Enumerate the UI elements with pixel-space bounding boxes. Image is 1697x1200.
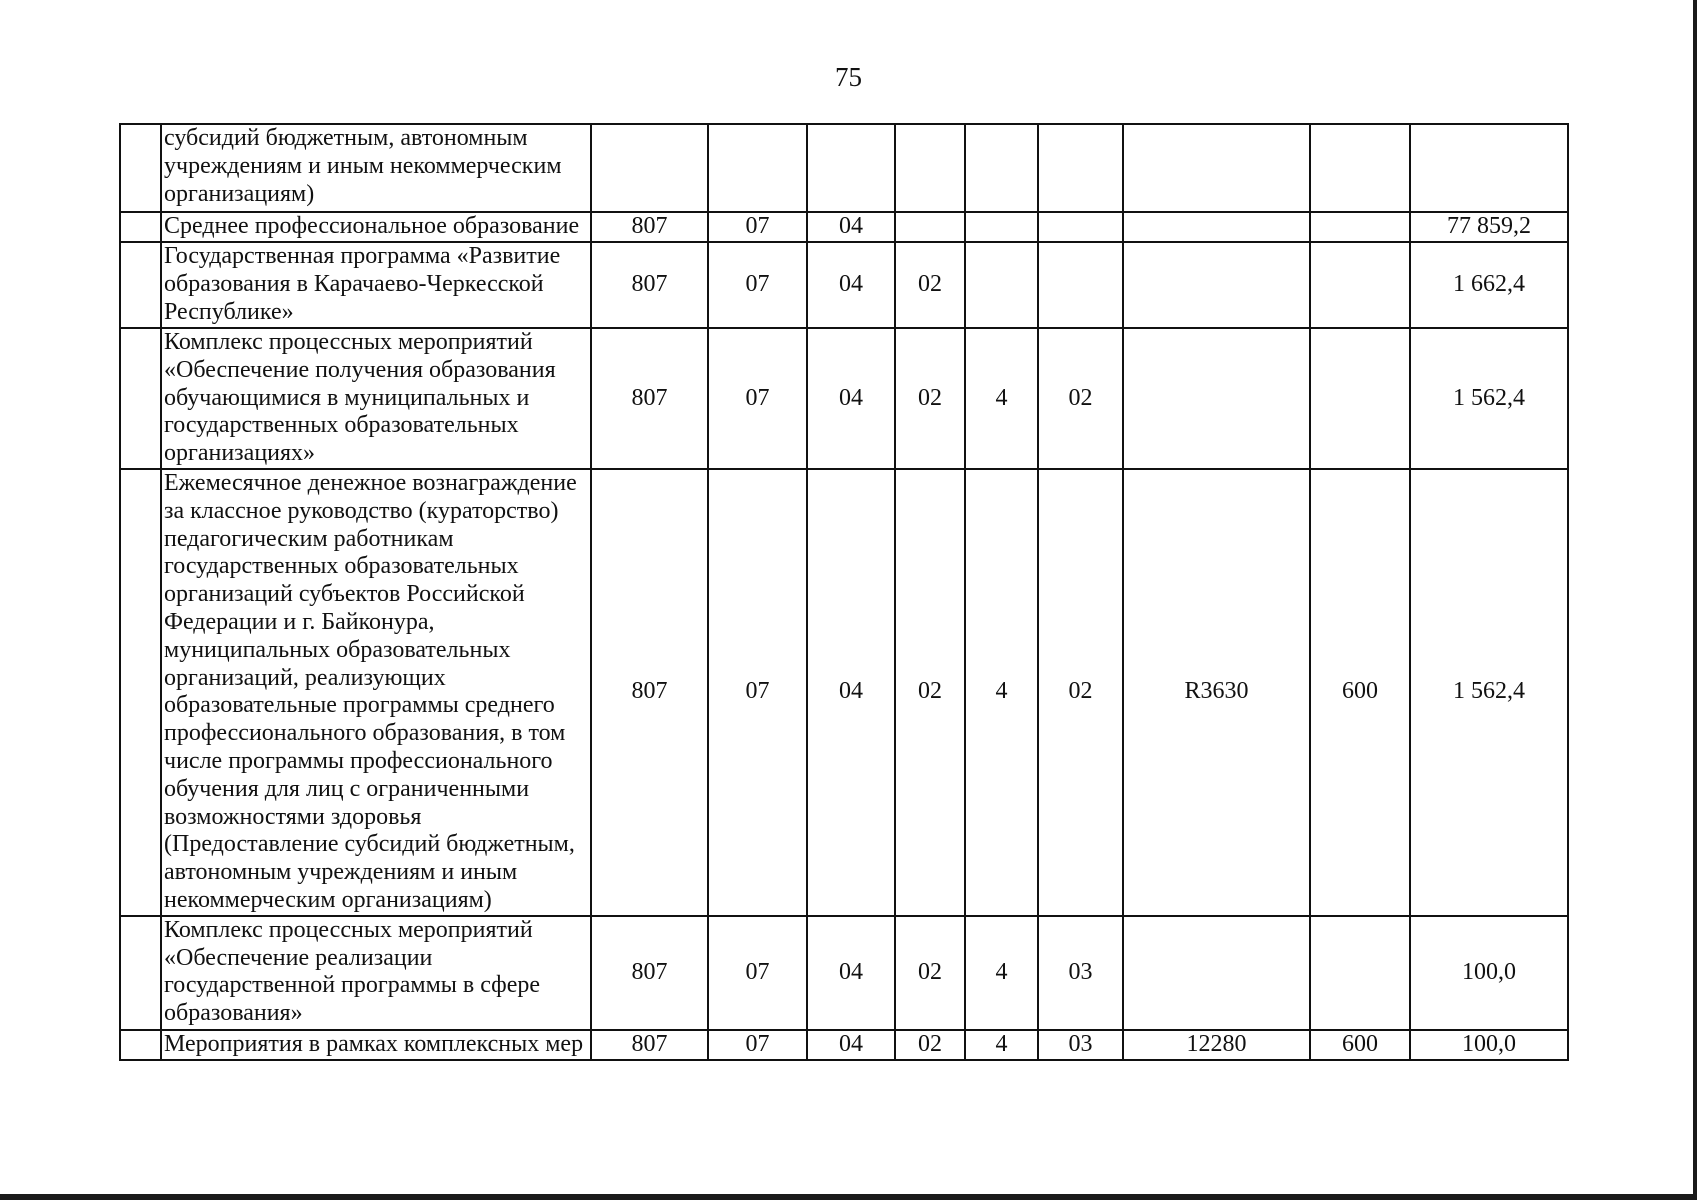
row-marker-cell	[120, 242, 161, 328]
table-row	[120, 1030, 1568, 1060]
table-row	[120, 124, 1568, 212]
row-marker-cell	[120, 916, 161, 1030]
row-marker-cell	[120, 124, 161, 212]
table-row	[120, 916, 1568, 1030]
cell-code-6: 03	[1038, 1030, 1123, 1060]
scan-bottom-edge	[0, 1194, 1697, 1200]
cell-code-1: 807	[591, 242, 708, 328]
cell-code-2: 07	[708, 242, 807, 328]
cell-code-5: 4	[965, 916, 1038, 1030]
table-row	[120, 242, 1568, 328]
cell-code-4	[895, 124, 965, 212]
cell-code-8	[1310, 212, 1410, 242]
cell-code-4: 02	[895, 469, 965, 916]
cell-code-1: 807	[591, 469, 708, 916]
table-row	[120, 328, 1568, 469]
cell-amount: 77 859,2	[1410, 212, 1568, 242]
row-name: Государственная программа «Развитие образования в Карачаево-Черкесской Республике»	[161, 242, 591, 328]
cell-code-3: 04	[807, 916, 895, 1030]
row-name: Ежемесячное денежное вознаграждение за классное руководство (кураторство) педагогическим работникам государственных образовательных организаций субъектов Российской Федерации и г. Байконура, муниципальных образовательных организаций, реализующих образовательные программы среднего профессионального образования, в том числе программы профессионального обучения для лиц с ограниченными возможностями здоровья (Предоставление субсидий бюджетным, автономным учреждениям и иным некоммерческим организациям)	[161, 469, 591, 916]
cell-code-7	[1123, 242, 1310, 328]
row-name: Мероприятия в рамках комплексных мер	[161, 1030, 591, 1060]
cell-code-7	[1123, 124, 1310, 212]
cell-code-3	[807, 124, 895, 212]
cell-code-8	[1310, 124, 1410, 212]
cell-code-1	[591, 124, 708, 212]
cell-code-3: 04	[807, 469, 895, 916]
cell-code-3: 04	[807, 1030, 895, 1060]
cell-code-6	[1038, 124, 1123, 212]
cell-code-6: 02	[1038, 328, 1123, 469]
cell-code-4: 02	[895, 1030, 965, 1060]
cell-code-4: 02	[895, 916, 965, 1030]
cell-code-7: R3630	[1123, 469, 1310, 916]
cell-code-3: 04	[807, 328, 895, 469]
cell-code-2	[708, 124, 807, 212]
cell-code-8: 600	[1310, 469, 1410, 916]
budget-table	[119, 123, 1569, 1061]
row-name: Комплекс процессных мероприятий «Обеспечение реализации государственной программы в сфере образования»	[161, 916, 591, 1030]
cell-code-1: 807	[591, 328, 708, 469]
cell-code-2: 07	[708, 916, 807, 1030]
cell-code-6	[1038, 212, 1123, 242]
row-name: Комплекс процессных мероприятий «Обеспечение получения образования обучающимися в муниципальных и государственных образовательных организациях»	[161, 328, 591, 469]
cell-code-8	[1310, 242, 1410, 328]
cell-code-3: 04	[807, 212, 895, 242]
cell-code-6	[1038, 242, 1123, 328]
cell-code-4: 02	[895, 242, 965, 328]
cell-code-8	[1310, 328, 1410, 469]
cell-code-4	[895, 212, 965, 242]
cell-code-1: 807	[591, 1030, 708, 1060]
cell-amount	[1410, 124, 1568, 212]
cell-code-3: 04	[807, 242, 895, 328]
row-name: субсидий бюджетным, автономным учреждениям и иным некоммерческим организациям)	[161, 124, 591, 212]
cell-code-5	[965, 242, 1038, 328]
cell-code-2: 07	[708, 469, 807, 916]
cell-code-2: 07	[708, 1030, 807, 1060]
page-number: 75	[835, 62, 862, 92]
cell-code-5: 4	[965, 469, 1038, 916]
row-marker-cell	[120, 469, 161, 916]
table-row	[120, 469, 1568, 916]
cell-amount: 100,0	[1410, 1030, 1568, 1060]
cell-amount: 1 662,4	[1410, 242, 1568, 328]
cell-code-5	[965, 212, 1038, 242]
cell-amount: 1 562,4	[1410, 328, 1568, 469]
cell-code-2: 07	[708, 328, 807, 469]
row-name: Среднее профессиональное образование	[161, 212, 591, 242]
cell-code-8	[1310, 916, 1410, 1030]
cell-code-7	[1123, 916, 1310, 1030]
cell-code-2: 07	[708, 212, 807, 242]
cell-code-7	[1123, 212, 1310, 242]
cell-code-7: 12280	[1123, 1030, 1310, 1060]
cell-code-7	[1123, 328, 1310, 469]
cell-code-5: 4	[965, 328, 1038, 469]
cell-code-6: 03	[1038, 916, 1123, 1030]
cell-code-5: 4	[965, 1030, 1038, 1060]
cell-code-4: 02	[895, 328, 965, 469]
cell-code-6: 02	[1038, 469, 1123, 916]
cell-code-8: 600	[1310, 1030, 1410, 1060]
table-row	[120, 212, 1568, 242]
cell-amount: 1 562,4	[1410, 469, 1568, 916]
cell-code-1: 807	[591, 212, 708, 242]
cell-amount: 100,0	[1410, 916, 1568, 1030]
row-marker-cell	[120, 212, 161, 242]
row-marker-cell	[120, 1030, 161, 1060]
scan-right-edge	[1693, 0, 1697, 1200]
cell-code-1: 807	[591, 916, 708, 1030]
row-marker-cell	[120, 328, 161, 469]
cell-code-5	[965, 124, 1038, 212]
